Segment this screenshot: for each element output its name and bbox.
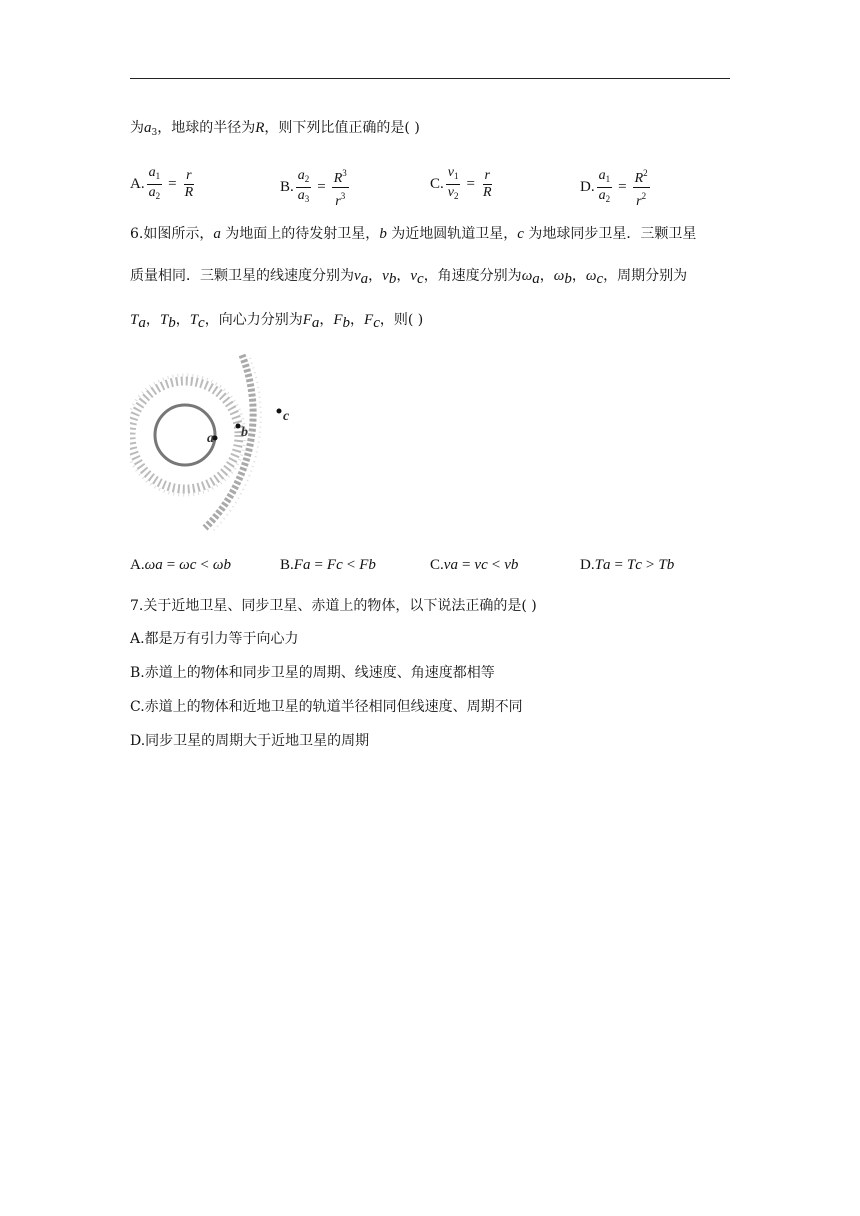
q5-option-b[interactable]: B. $\frac{a_2}{a_3}$ = $\frac{R^3}{r^3}$	[280, 165, 351, 210]
satellite-c-dot	[277, 409, 282, 414]
q6-stem-line2: 质量相同．三颗卫星的线速度分别为$v_a$，$v_b$，$v_c$，角速度分别为$\omega_a$，$\omega_b$，$\omega_c$，周期分别为	[130, 268, 688, 287]
q5-option-d[interactable]: D. $\frac{a_1}{a_2}$ = $\frac{R^2}{r^2}$	[580, 165, 652, 210]
earth-circle	[155, 405, 215, 465]
q6-option-b[interactable]: B. F a = F c < F b	[280, 557, 376, 573]
label-c: c	[283, 409, 290, 424]
q7-option-c[interactable]: C.赤道上的物体和近地卫星的轨道半径相同但线速度、周期不同	[130, 699, 523, 715]
q6-option-d[interactable]: D. T a = T c > T b	[580, 557, 675, 573]
label-a: a	[207, 431, 214, 446]
q7-stem: 7.关于近地卫星、同步卫星、赤道上的物体，以下说法正确的是( )	[130, 598, 537, 614]
q6-stem-line1: 6.如图所示，a 为地面上的待发射卫星，b 为近地圆轨道卫星，c 为地球同步卫星．三颗卫星	[130, 226, 697, 242]
q6-option-c[interactable]: C. v a = v c < v b	[430, 557, 519, 573]
q5-option-c[interactable]: C. $\frac{v_1}{v_2}$ = $\frac{r}{R}$	[430, 165, 492, 201]
orbit-diagram	[130, 350, 310, 536]
q5-option-a[interactable]: A. $\frac{a_1}{a_2}$ = $\frac{r}{R}$	[130, 165, 194, 201]
q7-option-b[interactable]: B.赤道上的物体和同步卫星的周期、线速度、角速度都相等	[130, 665, 495, 681]
q6-option-a[interactable]: A. ω a = ω c < ω b	[130, 557, 231, 573]
q5-stem: 为$a_3$，地球的半径为R，则下列比值正确的是( )	[130, 120, 420, 138]
q7-option-a[interactable]: A.都是万有引力等于向心力	[130, 631, 299, 647]
label-b: b	[241, 425, 248, 440]
satellite-b-dot	[236, 424, 241, 429]
orbit-figure	[130, 350, 310, 540]
q7-option-d[interactable]: D.同步卫星的周期大于近地卫星的周期	[130, 733, 370, 749]
q6-stem-line3: $T_a$，$T_b$，$T_c$，向心力分别为$F_a$，$F_b$，$F_c$，则( )	[130, 312, 424, 331]
header-rule	[130, 78, 730, 79]
